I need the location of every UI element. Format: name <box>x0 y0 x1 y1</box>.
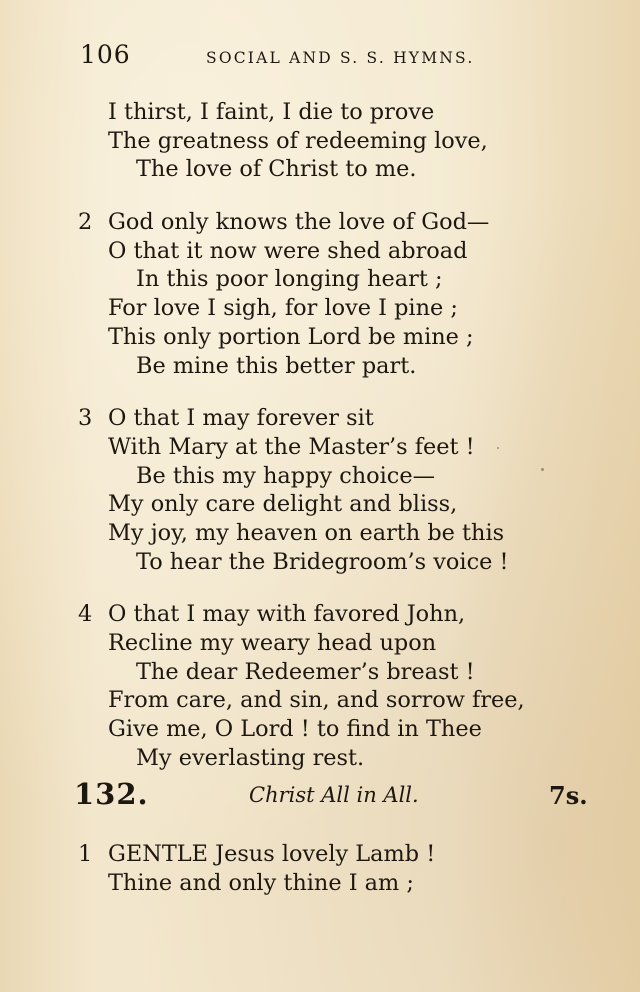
verse-line <box>78 686 558 715</box>
verse-line-text: Give me, O Lord ! to find in Thee <box>108 716 482 743</box>
verse-line-text: To hear the Bridegroom’s voice ! <box>136 548 509 575</box>
verse-line-text: I thirst, I faint, I die to prove <box>108 99 435 125</box>
hymn-heading <box>74 777 594 815</box>
verse-line <box>78 629 558 658</box>
verse-line <box>78 490 558 519</box>
hymn-number: 132. <box>74 777 149 811</box>
verse-line-text: The dear Redeemer’s breast ! <box>136 658 475 685</box>
verse-number: 1 <box>78 841 93 867</box>
verse-line <box>78 294 558 323</box>
verse-line-text: GENTLE Jesus lovely Lamb ! <box>108 841 436 867</box>
verse-line-text: With Mary at the Master’s feet ! <box>108 433 475 460</box>
page-number: 106 <box>80 40 131 69</box>
verse-line <box>78 658 558 687</box>
stanza <box>78 840 558 897</box>
paper-speck <box>541 468 544 471</box>
page-header <box>80 40 510 74</box>
stanza <box>78 600 558 772</box>
verse-line <box>78 869 558 898</box>
verse-line-text: God only knows the love of God— <box>108 209 490 236</box>
hymn-131-continuation <box>78 98 558 772</box>
stanza <box>78 404 558 576</box>
verse-line-text: From care, and sin, and sorrow free, <box>108 687 525 714</box>
verse-number: 4 <box>78 601 93 628</box>
verse-line <box>78 404 558 433</box>
verse-line-text: O that I may with favored John, <box>108 601 466 628</box>
verse-line <box>78 352 558 381</box>
verse-line <box>78 433 558 462</box>
verse-line-text: This only portion Lord be mine ; <box>108 323 474 350</box>
verse-line <box>78 548 558 577</box>
verse-line-text: Thine and only thine I am ; <box>108 869 414 896</box>
verse-line-text: Be this my happy choice— <box>136 462 435 489</box>
verse-number: 2 <box>78 209 93 236</box>
running-head: SOCIAL AND S. S. HYMNS. <box>206 49 475 67</box>
hymn-title: Christ All in All. <box>249 783 419 807</box>
stanza <box>78 208 558 380</box>
verse-line-text: O that I may forever sit <box>108 405 374 432</box>
verse-line <box>78 519 558 548</box>
verse-line <box>78 208 558 237</box>
verse-line <box>78 237 558 266</box>
verse-line-text: Recline my weary head upon <box>108 630 437 656</box>
verse-line <box>78 600 558 629</box>
verse-line <box>78 744 558 773</box>
verse-line-text: Be mine this better part. <box>136 352 417 379</box>
hymn-132-text <box>78 840 558 897</box>
verse-line-text: My joy, my heaven on earth be this <box>108 519 505 546</box>
verse-line <box>78 323 558 352</box>
hymn-meter: 7s. <box>549 781 588 810</box>
verse-line <box>78 840 558 869</box>
verse-line <box>78 265 558 294</box>
verse-line <box>78 98 558 127</box>
verse-line <box>78 127 558 156</box>
verse-line <box>78 462 558 491</box>
verse-line <box>78 715 558 744</box>
paper-speck <box>497 447 499 449</box>
stanza <box>78 98 558 184</box>
verse-line <box>78 155 558 184</box>
verse-line-text: The love of Christ to me. <box>136 156 417 183</box>
verse-line-text: For love I sigh, for love I pine ; <box>108 295 458 322</box>
verse-line-text: My only care delight and bliss, <box>108 491 458 518</box>
verse-line-text: The greatness of redeeming love, <box>108 127 488 154</box>
verse-line-text: O that it now were shed abroad <box>108 237 468 264</box>
verse-line-text: In this poor longing heart ; <box>136 266 443 293</box>
verse-line-text: My everlasting rest. <box>136 744 365 771</box>
verse-number: 3 <box>78 405 93 432</box>
